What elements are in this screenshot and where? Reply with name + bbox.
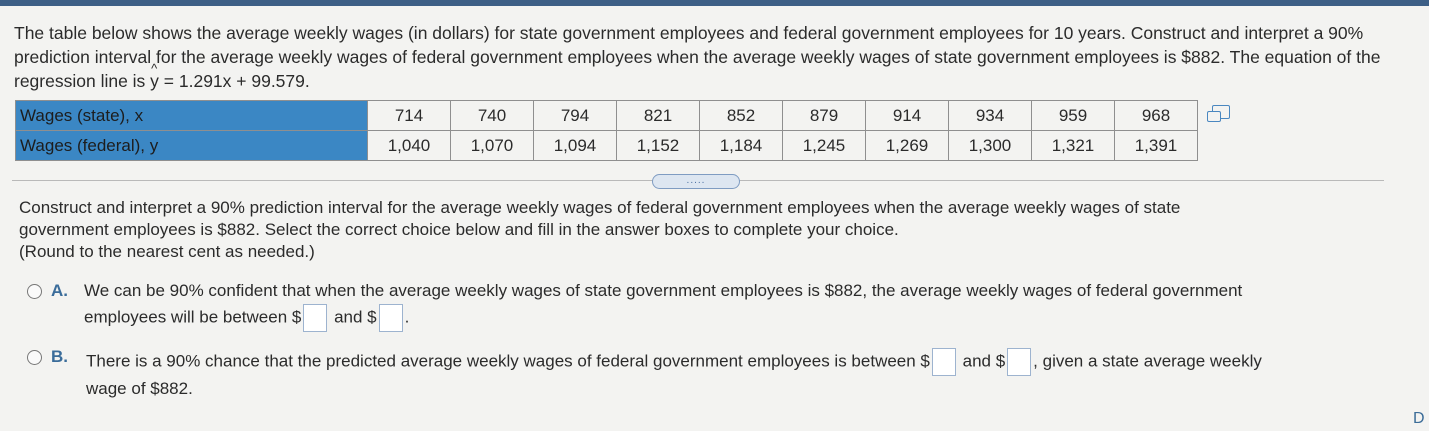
y-cell: 1,245 bbox=[783, 131, 866, 161]
option-a-line2 bbox=[84, 304, 1384, 332]
option-a-letter: A. bbox=[51, 281, 68, 300]
x-cell: 914 bbox=[866, 101, 949, 131]
option-b-line2: wage of $882. bbox=[86, 379, 193, 398]
option-b-line1 bbox=[86, 348, 1386, 376]
regression-equation: = 1.291x + 99.579. bbox=[158, 71, 310, 91]
option-a-line1: We can be 90% confident that when the average weekly wages of state government employees is $882, the average weekly wages of federal government bbox=[84, 281, 1243, 300]
option-b-prefix: There is a 90% chance that the predicted average weekly wages of federal government employees is between $ bbox=[86, 351, 930, 371]
x-cell: 740 bbox=[451, 101, 534, 131]
x-cell: 852 bbox=[700, 101, 783, 131]
x-cell: 968 bbox=[1115, 101, 1198, 131]
row-header-state: Wages (state), x bbox=[16, 101, 368, 131]
problem-text: The table below shows the average weekly wages (in dollars) for state government employees and federal government employees for 10 years. Construct and interpret a 90% prediction interval for the average weekly wages of federal government employees when the average weekly wages of state government employees is $882. The equation of the regression line is bbox=[14, 23, 1381, 91]
x-cell: 959 bbox=[1032, 101, 1115, 131]
option-b-and: and $ bbox=[962, 351, 1006, 371]
option-a-and: and $ bbox=[334, 307, 377, 327]
y-hat-symbol: ^ y bbox=[150, 69, 159, 93]
y-cell: 1,391 bbox=[1115, 131, 1198, 161]
option-b-letter: B. bbox=[51, 347, 68, 366]
option-a-prefix: employees will be between $ bbox=[84, 307, 302, 327]
wages-table bbox=[15, 100, 1198, 161]
problem-statement bbox=[14, 21, 1409, 93]
top-accent-bar bbox=[0, 0, 1429, 6]
round-note: (Round to the nearest cent as needed.) bbox=[19, 242, 315, 261]
row-header-federal: Wages (federal), y bbox=[16, 131, 368, 161]
table-row bbox=[16, 131, 1198, 161]
x-cell: 821 bbox=[617, 101, 700, 131]
table-row bbox=[16, 101, 1198, 131]
question-line: Construct and interpret a 90% prediction interval for the average weekly wages of federal government employees when the average weekly wages of state bbox=[19, 198, 1181, 217]
y-cell: 1,094 bbox=[534, 131, 617, 161]
y-cell: 1,152 bbox=[617, 131, 700, 161]
option-b-text bbox=[86, 348, 1386, 402]
x-cell: 934 bbox=[949, 101, 1032, 131]
x-cell: 879 bbox=[783, 101, 866, 131]
option-a-radio[interactable] bbox=[27, 284, 42, 299]
edge-glyph: D bbox=[1413, 410, 1425, 427]
copy-icon[interactable] bbox=[1212, 105, 1230, 119]
option-b-suffix: , given a state average weekly bbox=[1033, 351, 1262, 371]
option-b-upper-input[interactable] bbox=[1007, 348, 1031, 376]
option-a-upper-input[interactable] bbox=[379, 304, 403, 332]
option-b-radio[interactable] bbox=[27, 350, 42, 365]
option-b-lower-input[interactable] bbox=[932, 348, 956, 376]
y-cell: 1,321 bbox=[1032, 131, 1115, 161]
y-cell: 1,269 bbox=[866, 131, 949, 161]
y-cell: 1,184 bbox=[700, 131, 783, 161]
y-cell: 1,070 bbox=[451, 131, 534, 161]
option-a-text bbox=[84, 278, 1384, 332]
x-cell: 714 bbox=[368, 101, 451, 131]
question-text bbox=[19, 197, 1339, 263]
expand-button[interactable]: ..... bbox=[652, 174, 740, 189]
option-a-lower-input[interactable] bbox=[303, 304, 327, 332]
option-a-end: . bbox=[404, 307, 410, 327]
question-line: government employees is $882. Select the correct choice below and fill in the answer boxes to complete your choice. bbox=[19, 220, 899, 239]
y-cell: 1,300 bbox=[949, 131, 1032, 161]
y-cell: 1,040 bbox=[368, 131, 451, 161]
x-cell: 794 bbox=[534, 101, 617, 131]
